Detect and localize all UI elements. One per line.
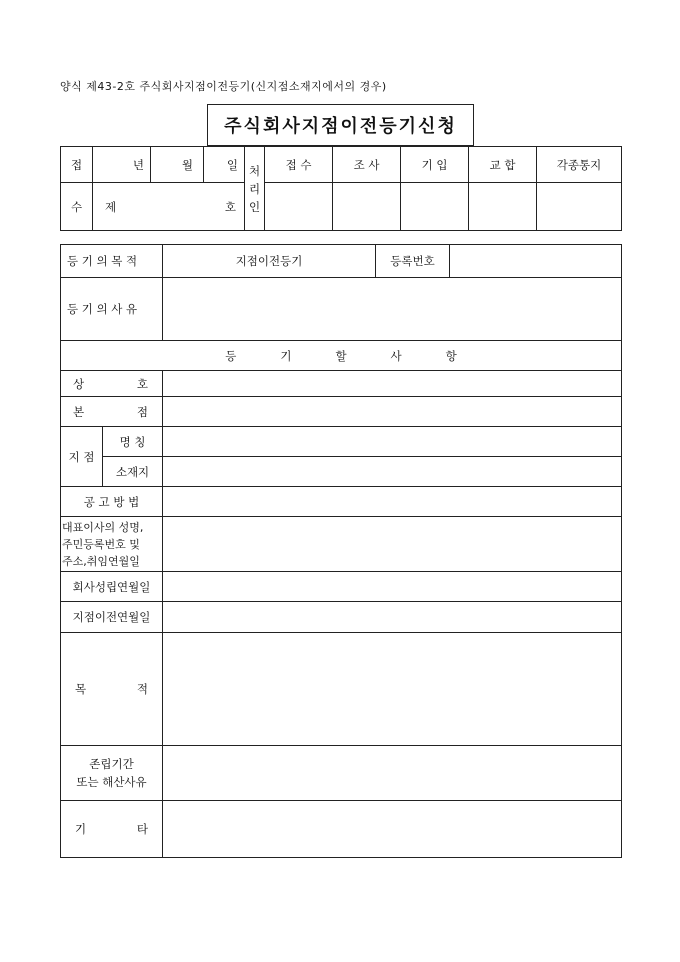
objective-label <box>61 633 163 746</box>
rep-director-field[interactable] <box>163 517 622 572</box>
entry-stamp-cell[interactable] <box>401 183 469 231</box>
head-office-char-1: 본 <box>73 404 85 419</box>
other-char-1: 기 <box>75 822 87 836</box>
established-date-field[interactable] <box>163 572 622 602</box>
processor-char-2: 리 <box>248 181 261 196</box>
je-label: 제 <box>105 199 117 214</box>
trade-name-char-2: 호 <box>136 376 149 391</box>
notices-stamp-cell[interactable] <box>537 183 622 231</box>
objective-char-2: 적 <box>136 682 149 696</box>
form-number-label: 양식 제43-2호 주식회사지점이전등기(신지점소재지에서의 경우) <box>60 80 387 93</box>
notice-method-label: 공 고 방 법 <box>61 487 163 517</box>
receipt-stamp-cell[interactable] <box>265 183 333 231</box>
inspection-stamp-cell[interactable] <box>333 183 401 231</box>
branch-location-label: 소재지 <box>103 457 163 487</box>
col-header-entry: 기 입 <box>401 147 469 183</box>
section-header: 등기할사항 <box>61 341 622 371</box>
application-table <box>60 244 622 858</box>
processor-char-3: 인 <box>248 199 261 214</box>
reason-field[interactable] <box>163 278 622 341</box>
col-header-notices: 각종통지 <box>537 147 622 183</box>
receipt-su-label: 수 <box>61 183 93 231</box>
branch-location-field[interactable] <box>163 457 622 487</box>
ho-label: 호 <box>224 199 236 214</box>
rep-director-line-3: 주소,취임연월일 <box>62 554 140 568</box>
receipt-table <box>60 146 622 231</box>
day-label: 일 <box>204 147 245 183</box>
receipt-number-cell[interactable] <box>93 183 245 231</box>
duration-field[interactable] <box>163 746 622 801</box>
branch-name-label: 명 칭 <box>103 427 163 457</box>
other-char-2: 타 <box>136 822 149 836</box>
branch-name-field[interactable] <box>163 427 622 457</box>
trade-name-char-1: 상 <box>73 376 85 391</box>
purpose-value[interactable]: 지점이전등기 <box>163 245 376 278</box>
relocation-date-label: 지점이전연월일 <box>61 602 163 633</box>
objective-field[interactable] <box>163 633 622 746</box>
duration-label <box>61 746 163 801</box>
trade-name-field[interactable] <box>163 371 622 397</box>
form-title: 주식회사지점이전등기신청 <box>207 104 474 146</box>
verification-stamp-cell[interactable] <box>469 183 537 231</box>
purpose-label: 등 기 의 목 적 <box>61 245 163 278</box>
duration-line-1: 존립기간 <box>89 757 134 771</box>
registration-number-label: 등록번호 <box>376 245 450 278</box>
other-field[interactable] <box>163 801 622 858</box>
registration-number-field[interactable] <box>450 245 622 278</box>
col-header-verification: 교 합 <box>469 147 537 183</box>
trade-name-label <box>61 371 163 397</box>
col-header-receipt: 접 수 <box>265 147 333 183</box>
branch-label: 지 점 <box>61 427 103 487</box>
head-office-char-2: 점 <box>136 404 149 419</box>
col-header-inspection: 조 사 <box>333 147 401 183</box>
processor-label <box>245 147 265 231</box>
processor-char-1: 처 <box>248 163 261 178</box>
objective-char-1: 목 <box>75 682 87 696</box>
reason-label: 등 기 의 사 유 <box>61 278 163 341</box>
receipt-jeop-label: 접 <box>61 147 93 183</box>
month-label: 월 <box>151 147 204 183</box>
relocation-date-field[interactable] <box>163 602 622 633</box>
rep-director-line-2: 주민등록번호 및 <box>62 537 140 551</box>
head-office-label <box>61 397 163 427</box>
notice-method-field[interactable] <box>163 487 622 517</box>
duration-line-2: 또는 해산사유 <box>76 775 147 789</box>
rep-director-line-1: 대표이사의 성명, <box>62 520 144 534</box>
established-date-label: 회사성립연월일 <box>61 572 163 602</box>
rep-director-label <box>61 517 163 572</box>
other-label <box>61 801 163 858</box>
year-label: 년 <box>93 147 151 183</box>
head-office-field[interactable] <box>163 397 622 427</box>
